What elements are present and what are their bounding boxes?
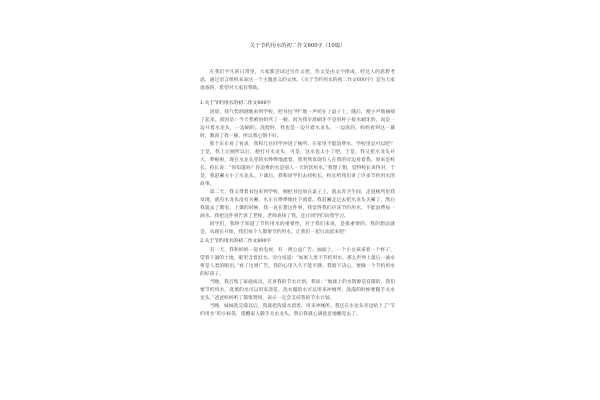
- paragraph: 那个东东看了看表，我和几位同学冲进了厕所，在家里不能浪费水，学校里总可以吧？于是，我上完厕所以后，便打开水龙头，可是，这水也太小了吧，于是，我又把水龙头开大，哗啦啦，现在水龙头里的水哗哗地流着。我突然发现有人在我的旁边看着我，原来是校长。校长说：“你知道吗？你浪费的水是别人一天的饮用水。”我想了想，觉得校长说得对，于是，我赶紧关小了水龙头。下课后，我和同学们去找校长，校长给我们讲了许多节约用水的故事。: [200, 141, 395, 187]
- essay-section-2: [200, 237, 395, 318]
- paragraph: 第二天，我又带着书包来到学校，刚把书包放在桌子上，就去奔卫生间，走进厕所里我发现，就有水龙头没有关紧，水正在哗哗地往下流着。我赶紧走过去把水龙头关紧了，然后我就去了教室。上课的时候，我一直在想这件事，我觉得我们应该节约用水，不能浪费每一滴水。我把这件事告诉了老师，老师表扬了我，还让同学们向我学习。: [200, 189, 395, 219]
- document-title: 关于节约用水的初二作文600字（10篇）: [249, 42, 346, 49]
- paragraph: 当晚，妹妹洗完澡以后，我就把洗澡水留着，用来冲厕所。我还在水龙头旁边贴上了“节约用水”的小标签，提醒家人随手关水龙头。然后我就心满意足地睡觉去了。: [200, 303, 395, 317]
- essay-section-1: [200, 99, 395, 236]
- paragraph: 有一天，我和妈妈一起看电视，有一则公益广告。画面上，一个小女孩拿着一个杯子，望着干涸的土地，眼里含着泪水。旁白说道：“如果人类不节约用水，那么世界上最后一滴水将是人类的眼泪。”看了这则广告，我的心里久久不能平静，我暗下决心，要做一个节约用水的好孩子。: [200, 247, 395, 277]
- paragraph: 同学们，我终于知道了节约用水的重要性，对于我们来说，是很重要的。我的想法就是，从现在开始，我们每个人都要节约用水，让我们一起行动起来吧！: [200, 221, 395, 235]
- paragraph: 清晨，我气势汹汹地来到学校，把书包“呼”地一声扔在了桌子上，随后，便小声地抽噎了起来。原因是：今天我被妈妈骂了一顿，因为我早晨刷牙不是用杯子接水刷牙的，而是一边开着水龙头，一边刷的。洗脸时，我也是一边开着水龙头，一边洗的。妈妈看到这一幕时，教训了我一顿，所以我心情不好。: [200, 109, 395, 139]
- section-heading: 1.关于节约用水的初二作文600字: [200, 100, 272, 106]
- intro-paragraph: 在我们平凡的日常里，大家都尝试过写作文吧，作文是由文字组成，经过人的思想考虑，通过语言组织来表达一个主题意义的文体。《关于节约用水的初二作文600字》是为大家准备的，希望对大家有帮助。: [200, 69, 395, 91]
- paragraph: 当晚，我召集了家庭成员，宣讲我的节水计划。我说：“地球上的水资源是有限的，我们要节约用水，洗菜的水可以用来浇花，洗衣服的水可以用来冲厕所，洗澡的时候要随手关水龙头。”爸爸妈妈听了都很赞同，表示一定会支持我的节水计划。: [200, 279, 395, 301]
- document-body: [200, 42, 395, 318]
- section-heading: 2.关于节约用水的初二作文600字: [200, 238, 272, 244]
